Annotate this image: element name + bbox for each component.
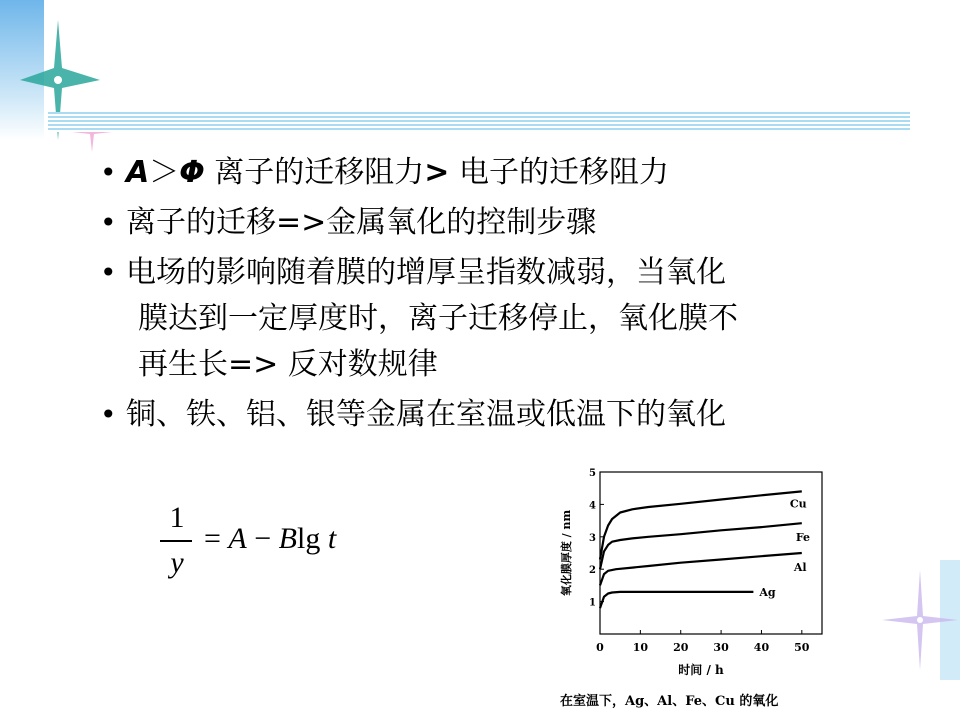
formula-fraction	[160, 500, 194, 579]
formula-b: B	[278, 522, 297, 555]
series-label-al: Al	[793, 561, 807, 574]
formula-eq: =	[204, 522, 221, 555]
y-tick-label-1: 1	[589, 597, 596, 609]
series-line-fe	[600, 523, 802, 569]
y-tick-label-3: 3	[589, 532, 596, 544]
symbol-gt2: >	[424, 155, 450, 190]
series-line-al	[600, 553, 802, 585]
chart-caption: 在室温下，Ag、Al、Fe、Cu 的氧化	[560, 694, 779, 709]
series-label-fe: Fe	[795, 531, 811, 545]
bullet-3-line2: 膜达到一定厚度时，离子迁移停止，氧化膜不	[138, 301, 738, 336]
x-tick-label-20: 20	[673, 641, 689, 654]
symbol-a: A	[126, 155, 150, 190]
oxidation-chart	[550, 460, 850, 685]
bullet-item-3	[100, 250, 900, 388]
y-tick-label-4: 4	[589, 500, 596, 512]
bullet-1-text2: 电子的迁移阻力	[449, 155, 669, 190]
y-tick-label-5: 5	[589, 468, 596, 479]
x-tick-label-40: 40	[753, 641, 770, 654]
series-line-ag	[600, 592, 753, 608]
x-tick-label-30: 30	[713, 641, 729, 654]
bullet-list	[100, 150, 900, 438]
symbol-phi: Φ	[179, 155, 205, 190]
fraction-bar	[160, 540, 192, 542]
formula-minus: −	[254, 522, 272, 555]
symbol-gt: ＞	[149, 155, 180, 190]
x-axis-label: 时间 / h	[678, 663, 724, 677]
formula-lg: lg	[297, 522, 321, 555]
x-tick-label-0: 0	[596, 641, 604, 654]
sparkle-bottom-right-icon	[880, 560, 960, 680]
x-tick-label-10: 10	[632, 641, 649, 654]
bullet-3-line3: 再生长=> 反对数规律	[138, 347, 438, 382]
y-tick-label-2: 2	[589, 565, 596, 577]
formula-numerator: 1	[169, 501, 185, 534]
formula-t: t	[327, 522, 337, 555]
formula-a: A	[228, 522, 247, 555]
x-tick-label-50: 50	[794, 641, 810, 654]
formula-denominator: y	[170, 546, 184, 579]
bullet-item-4: • 铜、铁、铝、银等金属在室温或低温下的氧化	[100, 392, 900, 438]
series-label-cu: Cu	[789, 497, 807, 511]
header-stripe-band	[48, 112, 910, 132]
y-axis-label: 氧化膜厚度 / nm	[560, 509, 573, 597]
formula-rhs	[204, 522, 336, 556]
bullet-item-1	[100, 150, 900, 196]
bullet-3-line1: 电场的影响随着膜的增厚呈指数减弱，当氧化	[126, 255, 726, 290]
bullet-item-2: • 离子的迁移=>金属氧化的控制步骤	[100, 200, 900, 246]
series-label-ag: Ag	[759, 585, 776, 599]
bullet-1-text1: 离子的迁移阻力	[204, 155, 425, 190]
